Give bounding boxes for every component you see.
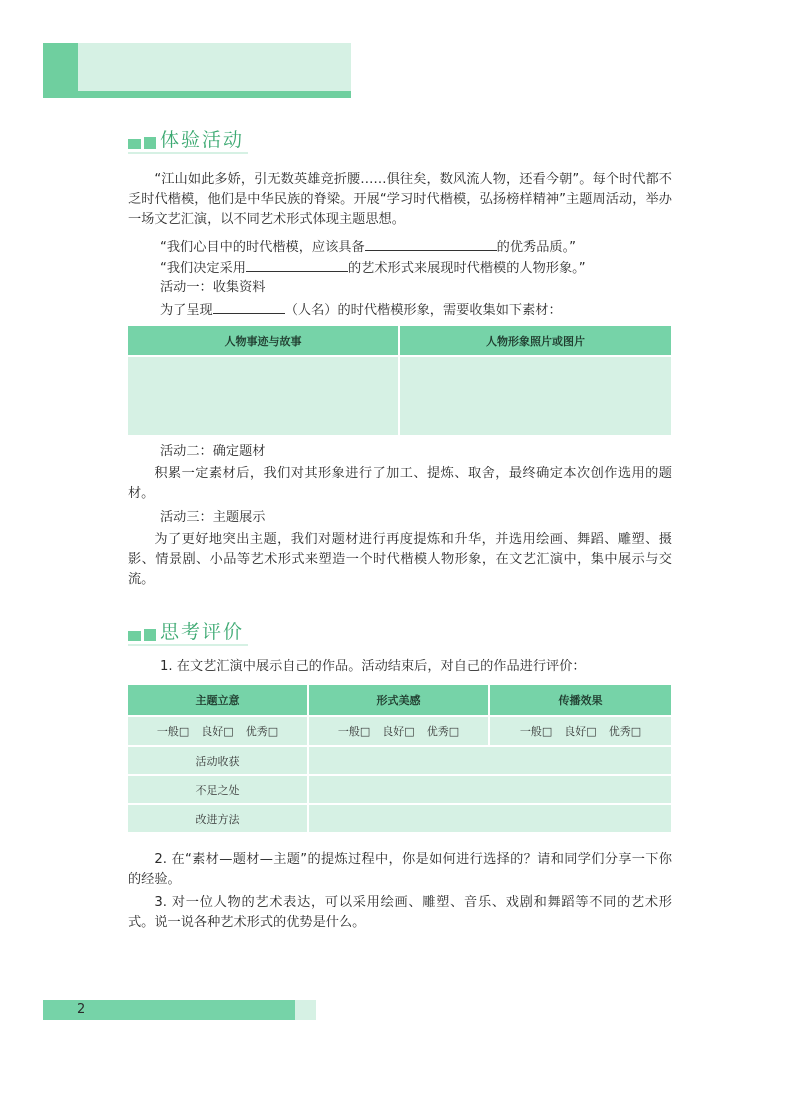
quote-two-blank[interactable] [246,257,348,272]
images-cell[interactable] [400,355,671,435]
row-label-shortcomings: 不足之处 [128,774,307,803]
section-title-activity [128,125,348,155]
question-one: 1. 在文艺汇演中展示自己的作品。活动结束后，对自己的作品进行评价： [160,659,586,674]
shortcomings-cell[interactable] [309,774,671,803]
table-row [128,803,671,832]
rating-checkbox-excellent[interactable]: 优秀□ [245,725,279,738]
quote-one-blank[interactable] [365,236,497,251]
rating-checkbox-normal[interactable]: 一般□ [519,725,553,738]
activity-two-title: 活动二：确定题材 [160,444,266,459]
quote-one [160,236,576,258]
rating-cell-theme [128,715,307,745]
header-theme: 主题立意 [128,685,307,715]
section-title-evaluation [128,617,348,647]
rating-checkbox-good[interactable]: 良好□ [201,725,234,738]
rating-row [128,715,671,745]
row-label-gains: 活动收获 [128,745,307,774]
section-marker-icon [144,137,156,149]
table-header-images: 人物形象照片或图片 [400,326,671,355]
header-underline [78,91,351,98]
gains-cell[interactable] [309,745,671,774]
question-two: 2. 在“素材—题材—主题”的提炼过程中，你是如何进行选择的？请和同学们分享一下你的经验。 [128,852,672,887]
person-name-blank[interactable] [213,299,285,314]
rating-cell-form [309,715,488,745]
quote-one-after: 的优秀品质。” [496,240,577,255]
header-accent-block [43,43,78,98]
intro-paragraph: “江山如此多娇，引无数英雄竞折腰……俱往矣，数风流人物，还看今朝”。每个时代都不乏时代楷模，他们是中华民族的脊梁。开展“学习时代楷模，弘扬榜样精神”主题周活动，举办一场文艺汇演，以不同艺术形式体现主题思想。 [128,172,672,227]
rating-cell-spread [490,715,671,745]
improvements-cell[interactable] [309,803,671,832]
table-header-row [128,326,671,355]
rating-checkbox-normal[interactable]: 一般□ [337,725,371,738]
section-title-underline [128,152,248,154]
quote-two-before: “我们决定采用 [160,261,246,276]
quote-two-after: 的艺术形式来展现时代楷模的人物形象。” [347,261,586,276]
table-row [128,355,671,435]
rating-checkbox-good[interactable]: 良好□ [382,725,415,738]
activity-two-text: 积累一定素材后，我们对其形象进行了加工、提炼、取舍，最终确定本次创作选用的题材。 [128,466,672,501]
table-row [128,745,671,774]
table-header-row [128,685,671,715]
quote-two [160,257,586,279]
section-marker-icon [128,631,141,641]
activity-three-title: 活动三：主题展示 [160,510,266,525]
stories-cell[interactable] [128,355,398,435]
footer-bar-end [295,1000,316,1020]
section-marker-icon [144,629,156,641]
header-spread: 传播效果 [490,685,671,715]
table-header-stories: 人物事迹与故事 [128,326,398,355]
activity-three-text: 为了更好地突出主题，我们对题材进行再度提炼和升华，并选用绘画、舞蹈、雕塑、摄影、情景剧、小品等艺术形式来塑造一个时代楷模人物形象，在文艺汇演中，集中展示与交流。 [128,532,672,587]
material-table [126,326,673,435]
table-row [128,774,671,803]
activity-one-text [160,299,562,321]
rating-checkbox-excellent[interactable]: 优秀□ [426,725,460,738]
section-title-text: 体验活动 [160,129,245,151]
evaluation-table [126,685,673,832]
activity-one-text-before: 为了呈现 [160,303,213,318]
page-number: 2 [77,1002,86,1017]
activity-one-title: 活动一：收集资料 [160,280,266,295]
rating-checkbox-good[interactable]: 良好□ [564,725,597,738]
row-label-improvements: 改进方法 [128,803,307,832]
section-title-underline [128,644,248,646]
question-three: 3. 对一位人物的艺术表达，可以采用绘画、雕塑、音乐、戏剧和舞蹈等不同的艺术形式。说一说各种艺术形式的优势是什么。 [128,895,672,930]
rating-checkbox-excellent[interactable]: 优秀□ [608,725,642,738]
quote-one-before: “我们心目中的时代楷模，应该具备 [160,240,365,255]
section-title-text: 思考评价 [160,621,245,643]
rating-checkbox-normal[interactable]: 一般□ [156,725,190,738]
activity-one-text-after: （人名）的时代楷模形象，需要收集如下素材： [284,303,562,318]
section-marker-icon [128,139,141,149]
header-banner [78,43,351,91]
header-form: 形式美感 [309,685,488,715]
